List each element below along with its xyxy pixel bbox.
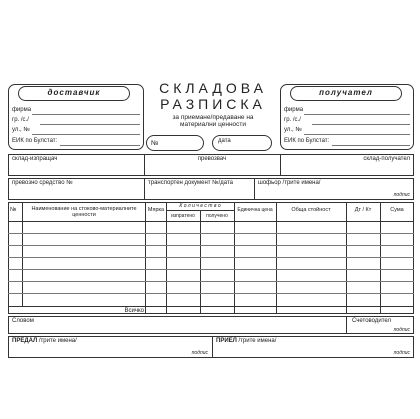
vehicle-label: превозно средство № bbox=[12, 180, 73, 186]
receiver-street-label: ул., № bbox=[284, 127, 302, 133]
col-divider-name bbox=[145, 202, 146, 314]
goods-row-line-2 bbox=[8, 245, 414, 246]
words-label: Словом bbox=[12, 318, 34, 324]
document-subtitle-line2: материални ценности bbox=[179, 121, 247, 128]
supplier-heading: доставчик bbox=[47, 88, 101, 97]
receiver-eik-line bbox=[332, 145, 410, 146]
receiver-firm-label: фирма bbox=[284, 107, 304, 113]
document-date-label: дата bbox=[218, 138, 231, 144]
supplier-city-line bbox=[40, 124, 140, 125]
transport-row-divider-1 bbox=[144, 178, 145, 200]
receiver-eik-label: ЕИК по Булстат: bbox=[284, 138, 330, 144]
col-divider-received bbox=[234, 202, 235, 314]
handed-names: /трите имена/ bbox=[38, 338, 77, 344]
supplier-eik-line bbox=[60, 145, 140, 146]
col-divider-total bbox=[346, 202, 347, 314]
goods-total-line bbox=[8, 306, 414, 307]
received-signature-label: подпис bbox=[393, 350, 410, 356]
accountant-signature-label: подпис bbox=[393, 327, 410, 333]
col-qty-header: К о л и ч е с т в о bbox=[179, 203, 221, 209]
supplier-city-label: гр. /с./ bbox=[12, 117, 29, 123]
handover-divider bbox=[212, 336, 213, 358]
goods-row-line-5 bbox=[8, 281, 414, 282]
received-label bbox=[216, 338, 276, 345]
document-title-line1: СКЛАДОВА bbox=[159, 80, 267, 96]
driver-signature-label: подпис bbox=[393, 192, 410, 198]
accountant-label: Счетоводител bbox=[352, 318, 392, 324]
supplier-firm-line bbox=[32, 114, 140, 115]
words-accountant-divider bbox=[346, 316, 347, 334]
col-name-header-2: ценности bbox=[72, 212, 96, 218]
col-divider-no bbox=[22, 202, 23, 306]
deliverer-label: превозвач bbox=[197, 156, 227, 162]
col-name-header-1: Наименование на стоково-материалните bbox=[31, 206, 137, 212]
col-no-header: № bbox=[10, 207, 17, 213]
supplier-eik-label: ЕИК по Булстат: bbox=[12, 138, 58, 144]
col-price-header: Единична цена bbox=[237, 207, 273, 213]
supplier-firm-label: фирма bbox=[12, 107, 32, 113]
col-divider-price bbox=[276, 202, 277, 314]
transport-doc-label: транспортен документ №/дата bbox=[148, 180, 234, 186]
received-title: ПРИЕЛ bbox=[216, 338, 237, 344]
col-total-header: Обща стойност bbox=[291, 207, 331, 213]
receiver-city-line bbox=[312, 124, 410, 125]
total-label: Всичко bbox=[124, 308, 144, 314]
supplier-street-line bbox=[32, 134, 140, 135]
receiver-city-label: гр. /с./ bbox=[284, 117, 301, 123]
col-received-header: получено bbox=[206, 213, 228, 219]
receiver-firm-line bbox=[304, 114, 410, 115]
document-subtitle-line1: за приемане/предаване на bbox=[172, 114, 254, 121]
received-names: /трите имена/ bbox=[238, 338, 277, 344]
handed-label bbox=[12, 338, 77, 345]
goods-table-header-line bbox=[8, 221, 414, 222]
goods-row-line-4 bbox=[8, 269, 414, 270]
goods-row-line-3 bbox=[8, 257, 414, 258]
receiver-street-line bbox=[304, 134, 410, 135]
handed-signature-label: подпис bbox=[191, 350, 208, 356]
goods-row-line-1 bbox=[8, 233, 414, 234]
receiver-heading: получател bbox=[319, 88, 373, 97]
transport-row-divider-2 bbox=[254, 178, 255, 200]
store-receiver-label: склад-получател bbox=[363, 156, 410, 162]
store-sender-label: склад-изпращач bbox=[12, 156, 58, 162]
col-sum-header: Сума bbox=[390, 207, 404, 213]
col-account-header: Дт / Кт bbox=[354, 207, 372, 213]
col-divider-qty bbox=[200, 210, 201, 314]
handed-title: ПРЕДАЛ bbox=[12, 338, 38, 344]
document-title-line2: РАЗПИСКА bbox=[160, 96, 266, 112]
col-sent-header: изпратено bbox=[171, 213, 195, 219]
col-divider-account bbox=[380, 202, 381, 314]
driver-label: шофьор /трите имена/ bbox=[258, 180, 321, 186]
document-number-label: № bbox=[151, 140, 159, 147]
supplier-street-label: ул., № bbox=[12, 127, 30, 133]
goods-row-line-6 bbox=[8, 293, 414, 294]
col-unit-header: Мярка bbox=[147, 207, 165, 213]
